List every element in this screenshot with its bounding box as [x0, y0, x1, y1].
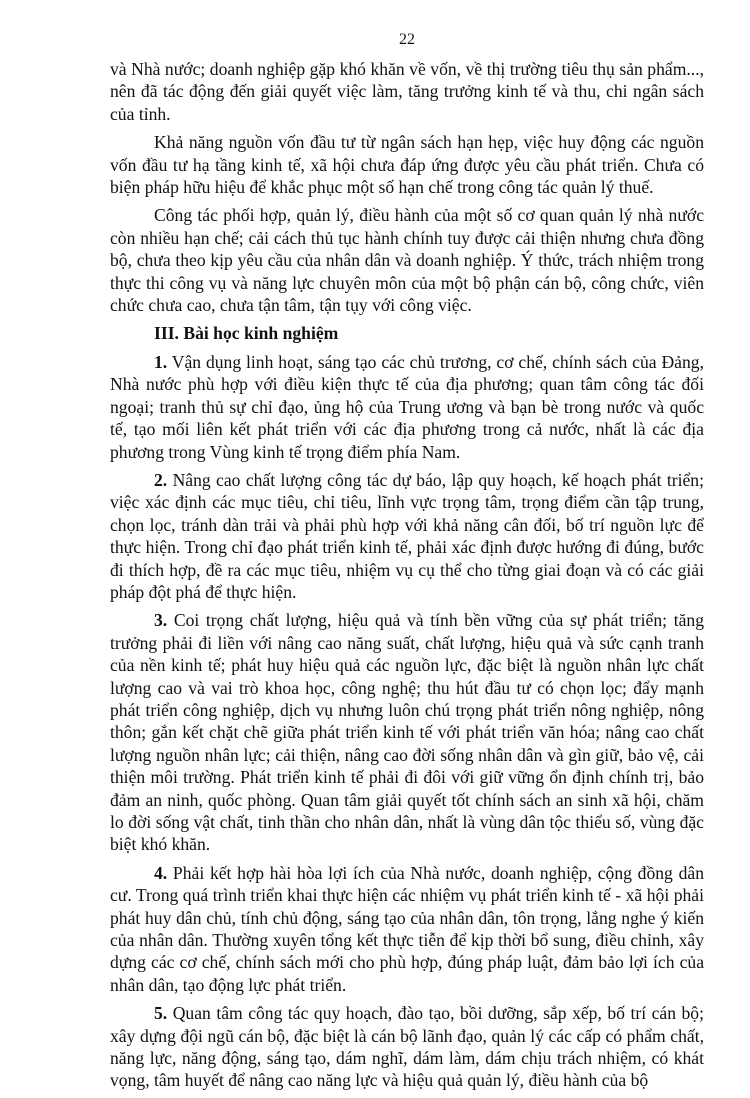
lesson-number: 3. [154, 610, 168, 631]
lesson-text: Coi trọng chất lượng, hiệu quả và tính bền vững của sự phát triển; tăng trưởng phải đi liền với nâng cao năng suất, chất lượng, hiệu quả và sức cạnh tranh của nền kinh tế; phát huy hiệu quả các nguồn lực, đặc biệt là nguồn nhân lực chất lượng cao và vai trò khoa học, công nghệ; thu hút đầu tư có chọn lọc; đẩy mạnh phát triển công nghiệp, dịch vụ nhưng luôn chú trọng phát triển nông nghiệp, nông thôn; gắn kết chặt chẽ giữa phát triển kinh tế với phát triển văn hóa; nâng cao chất lượng nguồn nhân lực; cải thiện, nâng cao đời sống nhân dân và gìn giữ, bảo vệ, cải thiện môi trường. Phát triển kinh tế phải đi đôi với giữ vững ổn định chính trị, bảo đảm an ninh, quốc phòng. Quan tâm giải quyết tốt chính sách an sinh xã hội, chăm lo đời sống vật chất, tinh thần cho nhân dân, nhất là vùng dân tộc thiểu số, vùng đặc biệt khó khăn. [110, 610, 704, 855]
lesson-text: Nâng cao chất lượng công tác dự báo, lập quy hoạch, kế hoạch phát triển; việc xác định các mục tiêu, chỉ tiêu, lĩnh vực trọng tâm, trọng điểm cần tập trung, chọn lọc, tránh dàn trải và phải phù hợp với khả năng cân đối, bố trí nguồn lực để thực hiện. Trong chỉ đạo phát triển kinh tế, phải xác định được hướng đi đúng, bước đi thích hợp, đề ra các mục tiêu, nhiệm vụ cụ thể cho từng giai đoạn và có các giải pháp đột phá để thực hiện. [110, 469, 704, 602]
lesson-1 [110, 351, 704, 463]
paragraph-coordination: Công tác phối hợp, quản lý, điều hành của một số cơ quan quản lý nhà nước còn nhiều hạn chế; cải cách thủ tục hành chính tuy được cải thiện nhưng chưa đồng bộ, chưa theo kịp yêu cầu của nhân dân và doanh nghiệp. Ý thức, trách nhiệm trong thực thi công vụ và năng lực chuyên môn của một bộ phận cán bộ, công chức, viên chức chưa cao, chưa tận tâm, tận tụy với công việc. [110, 205, 704, 316]
lesson-text: Vận dụng linh hoạt, sáng tạo các chủ trương, cơ chế, chính sách của Đảng, Nhà nước phù hợp với điều kiện thực tế của địa phương; quan tâm công tác đối ngoại; tranh thủ sự chỉ đạo, ủng hộ của Trung ương và bạn bè trong nước và quốc tế, tạo mối liên kết phát triển với các địa phương trong cả nước, nhất là các địa phương trong Vùng kinh tế trọng điểm phía Nam. [110, 351, 704, 462]
lesson-text: Phải kết hợp hài hòa lợi ích của Nhà nước, doanh nghiệp, cộng đồng dân cư. Trong quá trình triển khai thực hiện các nhiệm vụ phát triển kinh tế - xã hội phải phát huy dân chủ, tính chủ động, sáng tạo của nhân dân, tôn trọng, lắng nghe ý kiến của nhân dân. Thường xuyên tổng kết thực tiễn để kịp thời bổ sung, điều chỉnh, xây dựng các cơ chế, chính sách mới cho phù hợp, đúng pháp luật, đảm bảo lợi ích của nhân dân, tạo động lực phát triển. [110, 862, 704, 995]
lesson-number: 5. [154, 1003, 168, 1024]
page-number: 22 [399, 31, 415, 48]
lesson-4 [110, 862, 704, 996]
lesson-2 [110, 469, 704, 603]
lesson-number: 1. [154, 351, 168, 372]
lesson-number: 4. [154, 862, 168, 883]
document-page [110, 30, 704, 1098]
lesson-number: 2. [154, 469, 168, 490]
lesson-5 [110, 1002, 704, 1092]
paragraph-continuation: và Nhà nước; doanh nghiệp gặp khó khăn về vốn, về thị trường tiêu thụ sản phẩm..., nên đã tác động đến giải quyết việc làm, tăng trưởng kinh tế và thu, chi ngân sách của tỉnh. [110, 59, 704, 124]
paragraph-funding: Khả năng nguồn vốn đầu tư từ ngân sách hạn hẹp, việc huy động các nguồn vốn đầu tư hạ tầng kinh tế, xã hội chưa đáp ứng được yêu cầu phát triển. Chưa có biện pháp hữu hiệu để khắc phục một số hạn chế trong công tác quản lý thuế. [110, 132, 704, 198]
section-heading: III. Bài học kinh nghiệm [154, 323, 339, 344]
lesson-3 [110, 609, 704, 855]
lesson-text: Quan tâm công tác quy hoạch, đào tạo, bồi dưỡng, sắp xếp, bố trí cán bộ; xây dựng đội ngũ cán bộ, đặc biệt là cán bộ lãnh đạo, quản lý các cấp có phẩm chất, năng lực, năng động, sáng tạo, dám nghĩ, dám làm, dám chịu trách nhiệm, có khát vọng, tâm huyết để nâng cao năng lực và hiệu quả quản lý, điều hành của bộ [110, 1003, 704, 1091]
